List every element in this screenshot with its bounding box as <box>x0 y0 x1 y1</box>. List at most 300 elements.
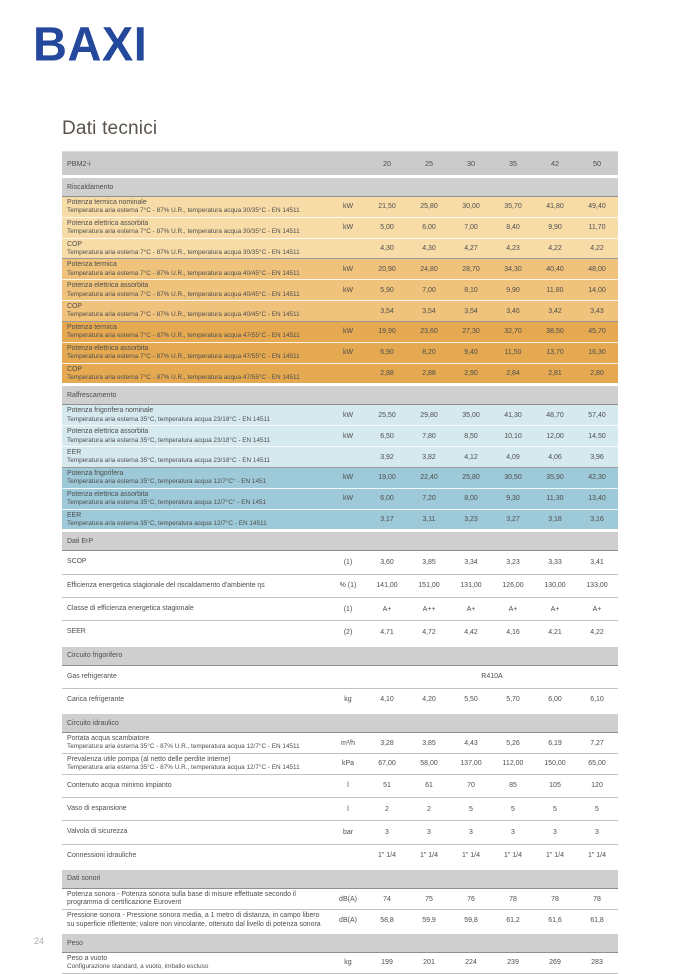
row-value: 8,50 <box>450 426 492 447</box>
row-value: 35,90 <box>534 467 576 488</box>
row-value: 239 <box>492 953 534 974</box>
row-value: 61,6 <box>534 910 576 933</box>
row-value: 133,00 <box>576 574 618 597</box>
row-value: 25,50 <box>366 405 408 426</box>
row-value: 40,40 <box>534 259 576 280</box>
table-row <box>62 753 618 774</box>
row-value: 4,09 <box>492 447 534 468</box>
row-value: 3,34 <box>450 551 492 574</box>
table-row <box>62 910 618 933</box>
row-value: 3,96 <box>576 447 618 468</box>
row-value: 9,30 <box>492 488 534 509</box>
row-label-main: Potenza elettrica assorbita <box>67 219 149 227</box>
row-value: 57,40 <box>576 405 618 426</box>
row-unit <box>330 665 366 688</box>
row-value: 3,54 <box>366 301 408 322</box>
table-row <box>62 280 618 301</box>
row-value: 7,00 <box>450 217 492 238</box>
section-header-row <box>62 385 618 405</box>
row-label-condition: Temperatura aria esterna 35°C, temperatura acqua 12/7°C° - EN 1451 <box>67 478 267 486</box>
row-value: 58,8 <box>366 910 408 933</box>
table-row <box>62 259 618 280</box>
row-value: 70 <box>450 774 492 797</box>
row-value: 4,30 <box>366 238 408 259</box>
row-value: 7,20 <box>408 488 450 509</box>
row-label-condition: Temperatura aria esterna 7°C - 87% U.R., temperatura acqua 47/55°C - EN 14511 <box>67 353 300 361</box>
row-value: 41,80 <box>534 197 576 218</box>
table-row <box>62 665 618 688</box>
row-label-condition: Temperatura aria esterna 35°C - 87% U.R., temperatura acqua 12/7°C - EN 14511 <box>67 743 300 751</box>
row-unit <box>330 301 366 322</box>
row-unit: (1) <box>330 597 366 620</box>
row-value: 6,90 <box>366 342 408 363</box>
row-value: 11,70 <box>576 217 618 238</box>
row-value: 3 <box>366 821 408 844</box>
row-unit: kW <box>330 280 366 301</box>
row-value: 5,90 <box>366 280 408 301</box>
row-value: 151,00 <box>408 574 450 597</box>
row-label <box>62 753 330 774</box>
row-label-main: EER <box>67 449 82 457</box>
row-value: 283 <box>576 953 618 974</box>
row-label-main: Gas refrigerante <box>67 672 117 680</box>
row-label-main: Valvola di sicurezza <box>67 828 128 836</box>
row-value: 130,00 <box>534 574 576 597</box>
row-value: 78 <box>534 888 576 910</box>
row-value: 1" 1/4 <box>576 844 618 868</box>
row-value: 7,80 <box>408 426 450 447</box>
row-label <box>62 467 330 488</box>
row-value: 4,16 <box>492 621 534 645</box>
row-unit <box>330 844 366 868</box>
row-label-main: Potenza elettrica assorbita <box>67 490 149 498</box>
row-value: 3,16 <box>576 509 618 531</box>
table-row <box>62 342 618 363</box>
row-value: 76 <box>450 888 492 910</box>
row-label <box>62 821 330 844</box>
row-value: 51 <box>366 774 408 797</box>
row-value: 3,23 <box>492 551 534 574</box>
row-label-main: COP <box>67 303 82 311</box>
row-value: 7,27 <box>576 733 618 754</box>
row-value: 4,42 <box>450 621 492 645</box>
row-value: 4,10 <box>366 688 408 712</box>
row-label <box>62 426 330 447</box>
row-span-value: R410A <box>366 665 618 688</box>
row-value: 141,00 <box>366 574 408 597</box>
row-value: 58,00 <box>408 753 450 774</box>
row-value: 1" 1/4 <box>492 844 534 868</box>
row-value: 8,40 <box>492 217 534 238</box>
row-label <box>62 342 330 363</box>
row-value: 4,22 <box>576 621 618 645</box>
row-value: 78 <box>492 888 534 910</box>
row-value: 2 <box>408 798 450 821</box>
table-row <box>62 197 618 218</box>
row-label <box>62 217 330 238</box>
row-label <box>62 488 330 509</box>
row-label <box>62 774 330 797</box>
row-value: 4,20 <box>408 688 450 712</box>
row-unit: l <box>330 774 366 797</box>
table-row <box>62 798 618 821</box>
section-title-cell: Dati ErP <box>62 531 618 551</box>
row-value: 3,43 <box>576 301 618 322</box>
table-row <box>62 621 618 645</box>
row-value: 3 <box>450 821 492 844</box>
row-label-condition: Temperatura aria esterna 35°C, temperatura acqua 23/18°C - EN 14511 <box>67 415 271 423</box>
row-value: 61 <box>408 774 450 797</box>
row-value: 3,23 <box>450 509 492 531</box>
row-label <box>62 798 330 821</box>
row-value: 3,42 <box>534 301 576 322</box>
row-label-main: Potenza frigorifera <box>67 469 124 477</box>
baxi-logo: BAXI <box>33 16 148 71</box>
row-value: 5,26 <box>492 733 534 754</box>
row-value: 75 <box>408 888 450 910</box>
section-title-cell: Peso <box>62 933 618 953</box>
row-label <box>62 280 330 301</box>
row-label <box>62 910 330 933</box>
row-label <box>62 197 330 218</box>
row-unit: kW <box>330 197 366 218</box>
row-value: 126,00 <box>492 574 534 597</box>
row-value: 4,21 <box>534 621 576 645</box>
row-value: 4,12 <box>450 447 492 468</box>
table-row <box>62 301 618 322</box>
row-value: 4,27 <box>450 238 492 259</box>
row-label <box>62 953 330 974</box>
row-value: 9,40 <box>450 342 492 363</box>
row-label-condition: Configurazione standard, a vuoto, imballo escluso <box>67 963 209 971</box>
row-value: 137,00 <box>450 753 492 774</box>
row-value: 105 <box>534 774 576 797</box>
row-unit: bar <box>330 821 366 844</box>
row-value: 9,90 <box>492 280 534 301</box>
column-header-cell: 35 <box>492 152 534 177</box>
row-value: 5,50 <box>450 688 492 712</box>
row-value: 4,22 <box>534 238 576 259</box>
table-row <box>62 217 618 238</box>
row-label-condition: Temperatura aria esterna 7°C - 87% U.R., temperatura acqua 47/55°C - EN 14511 <box>67 332 300 340</box>
row-value: 85 <box>492 774 534 797</box>
row-value: 59,9 <box>408 910 450 933</box>
row-label-condition: Temperatura aria esterna 35°C - 87% U.R., temperatura acqua 12/7°C - EN 14511 <box>67 764 300 772</box>
row-value: 67,00 <box>366 753 408 774</box>
row-unit: m³/h <box>330 733 366 754</box>
section-header-row <box>62 177 618 197</box>
row-label <box>62 665 330 688</box>
row-value: 30,50 <box>492 467 534 488</box>
row-unit: kW <box>330 426 366 447</box>
table-row <box>62 321 618 342</box>
row-value: 25,80 <box>450 467 492 488</box>
row-value: 3,41 <box>576 551 618 574</box>
row-value: 3,33 <box>534 551 576 574</box>
row-value: 4,43 <box>450 733 492 754</box>
row-value: 19,90 <box>366 321 408 342</box>
row-label-condition: Temperatura aria esterna 7°C - 87% U.R., temperatura acqua 40/45°C - EN 14511 <box>67 269 300 277</box>
row-value: 2,88 <box>366 363 408 385</box>
section-header-row <box>62 933 618 953</box>
row-unit: kW <box>330 405 366 426</box>
row-value: 12,00 <box>534 426 576 447</box>
row-label-main: Potenza frigorifera nominale <box>67 407 154 415</box>
table-row <box>62 821 618 844</box>
row-value: 131,00 <box>450 574 492 597</box>
row-value: 24,80 <box>408 259 450 280</box>
row-value: 3,92 <box>366 447 408 468</box>
row-unit: kW <box>330 342 366 363</box>
row-label-condition: Temperatura aria esterna 7°C - 87% U.R., temperatura acqua 30/35°C - EN 14511 <box>67 228 300 236</box>
row-value: 199 <box>366 953 408 974</box>
row-label-main: Efficienza energetica stagionale del riscaldamento d'ambiente ηs <box>67 581 265 589</box>
table-row <box>62 426 618 447</box>
row-label <box>62 888 330 910</box>
row-value: 11,50 <box>492 342 534 363</box>
row-value: 4,22 <box>576 238 618 259</box>
row-value: 48,70 <box>534 405 576 426</box>
table-row <box>62 467 618 488</box>
row-label-condition: Temperatura aria esterna 7°C - 87% U.R., temperatura acqua 47/55°C - EN 14511 <box>67 373 300 381</box>
row-value: 2,80 <box>576 363 618 385</box>
row-label-main: Classe di efficienza energetica stagionale <box>67 604 194 612</box>
section-header-row <box>62 713 618 733</box>
row-value: 2,84 <box>492 363 534 385</box>
table-row <box>62 363 618 385</box>
row-label <box>62 733 330 754</box>
section-title-cell: Dati sonori <box>62 868 618 888</box>
row-value: 11,80 <box>534 280 576 301</box>
row-label <box>62 597 330 620</box>
row-value: 3 <box>534 821 576 844</box>
column-header-cell: 25 <box>408 152 450 177</box>
row-label-main: Potenza termica nominale <box>67 199 147 206</box>
row-value: 14,50 <box>576 426 618 447</box>
row-label-main: Potenza sonora - Potenza sonora sulla base di misure effettuate secondo il programma di certificazione Eurovent <box>67 890 296 907</box>
row-value: 3,11 <box>408 509 450 531</box>
column-header-cell: 50 <box>576 152 618 177</box>
page-number: 24 <box>34 936 45 946</box>
row-value: 6,00 <box>366 488 408 509</box>
row-value: 35,70 <box>492 197 534 218</box>
table-row <box>62 888 618 910</box>
row-label-condition: Temperatura aria esterna 35°C, temperatura acqua 23/18°C - EN 14511 <box>67 436 271 444</box>
row-value: 13,70 <box>534 342 576 363</box>
row-unit: kW <box>330 467 366 488</box>
row-label-main: Pressione sonora - Pressione sonora media, a 1 metro di distanza, in campo libero su superficie riflettente; valore non vincolante, ottenuto dal livello di potenza sonora <box>67 912 321 928</box>
row-label-main: Vaso di espansione <box>67 805 127 813</box>
row-unit: (1) <box>330 551 366 574</box>
row-unit: kW <box>330 321 366 342</box>
row-value: 8,20 <box>408 342 450 363</box>
section-title-cell: Circuito frigorifero <box>62 645 618 665</box>
row-value: 5,00 <box>366 217 408 238</box>
row-value: 4,06 <box>534 447 576 468</box>
row-value: 45,70 <box>576 321 618 342</box>
row-value: 7,00 <box>408 280 450 301</box>
row-label-condition: Temperatura aria esterna 35°C, temperatura acqua 12/7°C° - EN 1451 <box>67 499 267 507</box>
table-row <box>62 405 618 426</box>
row-label-main: Connessioni idrauliche <box>67 851 137 859</box>
row-value: 1" 1/4 <box>408 844 450 868</box>
row-value: 5 <box>534 798 576 821</box>
row-value: 3,17 <box>366 509 408 531</box>
row-label <box>62 238 330 259</box>
row-label <box>62 621 330 645</box>
table-row <box>62 597 618 620</box>
row-value: 2 <box>366 798 408 821</box>
row-unit: dB(A) <box>330 888 366 910</box>
row-label-main: COP <box>67 240 82 248</box>
row-unit: dB(A) <box>330 910 366 933</box>
row-value: 35,00 <box>450 405 492 426</box>
row-value: 3,85 <box>408 551 450 574</box>
table-row <box>62 488 618 509</box>
section-header-row <box>62 868 618 888</box>
row-value: 1" 1/4 <box>366 844 408 868</box>
row-value: 49,40 <box>576 197 618 218</box>
row-value: 112,00 <box>492 753 534 774</box>
row-label-main: Peso a vuoto <box>67 955 108 963</box>
row-value: 8,00 <box>450 488 492 509</box>
section-title-cell: Raffrescamento <box>62 385 618 405</box>
column-header-cell: 42 <box>534 152 576 177</box>
page-title: Dati tecnici <box>62 118 158 139</box>
row-unit: l <box>330 798 366 821</box>
table-row <box>62 953 618 974</box>
table-row <box>62 574 618 597</box>
row-value: 3 <box>576 821 618 844</box>
row-value: 2,81 <box>534 363 576 385</box>
row-value: 3,28 <box>366 733 408 754</box>
row-value: 11,30 <box>534 488 576 509</box>
row-unit: kg <box>330 688 366 712</box>
row-value: 4,72 <box>408 621 450 645</box>
row-value: 3,54 <box>450 301 492 322</box>
row-value: 5 <box>492 798 534 821</box>
row-value: 3,18 <box>534 509 576 531</box>
row-value: 74 <box>366 888 408 910</box>
row-value: A+ <box>366 597 408 620</box>
section-header-row <box>62 645 618 665</box>
row-value: 2,88 <box>408 363 450 385</box>
row-value: 224 <box>450 953 492 974</box>
row-value: 1" 1/4 <box>534 844 576 868</box>
row-label <box>62 447 330 468</box>
section-header-row <box>62 531 618 551</box>
row-value: 27,30 <box>450 321 492 342</box>
row-label-main: Carica refrigerante <box>67 695 125 703</box>
row-value: 2,90 <box>450 363 492 385</box>
row-label-main: COP <box>67 365 82 373</box>
row-unit: kPa <box>330 753 366 774</box>
row-value: 150,00 <box>534 753 576 774</box>
table-row <box>62 733 618 754</box>
table-body <box>62 152 618 974</box>
row-label-main: SCOP <box>67 558 87 566</box>
row-label-main: Potenza elettrica assorbita <box>67 282 149 290</box>
row-unit <box>330 509 366 531</box>
section-title-cell: Riscaldamento <box>62 177 618 197</box>
table-row <box>62 238 618 259</box>
row-label <box>62 321 330 342</box>
row-label-condition: Temperatura aria esterna 7°C - 87% U.R., temperatura acqua 30/35°C - EN 14511 <box>67 248 300 256</box>
row-value: 16,30 <box>576 342 618 363</box>
row-value: 201 <box>408 953 450 974</box>
row-label-condition: Temperatura aria esterna 7°C - 87% U.R., temperatura acqua 40/45°C - EN 14511 <box>67 290 300 298</box>
row-label <box>62 363 330 385</box>
row-value: A+ <box>450 597 492 620</box>
row-unit: kW <box>330 217 366 238</box>
row-label <box>62 301 330 322</box>
row-value: 120 <box>576 774 618 797</box>
row-unit: (2) <box>330 621 366 645</box>
row-unit: kW <box>330 488 366 509</box>
row-value: 5,70 <box>492 688 534 712</box>
row-label-main: Potenza elettrica assorbita <box>67 344 149 352</box>
row-value: 65,00 <box>576 753 618 774</box>
unit-header-cell <box>330 152 366 177</box>
row-value: 20,90 <box>366 259 408 280</box>
row-label-condition: Temperatura aria esterna 35°C, temperatura acqua 12/7°C - EN 14511 <box>67 519 267 527</box>
table-row <box>62 844 618 868</box>
row-value: 28,70 <box>450 259 492 280</box>
row-value: A++ <box>408 597 450 620</box>
row-value: 61,2 <box>492 910 534 933</box>
row-value: 14,00 <box>576 280 618 301</box>
row-value: A+ <box>492 597 534 620</box>
row-value: 4,30 <box>408 238 450 259</box>
row-unit: kg <box>330 953 366 974</box>
row-label <box>62 688 330 712</box>
row-value: 5 <box>450 798 492 821</box>
column-header-cell: 20 <box>366 152 408 177</box>
row-value: 19,00 <box>366 467 408 488</box>
row-value: 41,30 <box>492 405 534 426</box>
row-value: 3,54 <box>408 301 450 322</box>
table-row <box>62 447 618 468</box>
row-value: 21,50 <box>366 197 408 218</box>
column-header-cell: 30 <box>450 152 492 177</box>
row-value: 32,70 <box>492 321 534 342</box>
row-label-main: EER <box>67 511 82 519</box>
row-value: 30,00 <box>450 197 492 218</box>
row-value: 3,46 <box>492 301 534 322</box>
row-value: 23,60 <box>408 321 450 342</box>
row-label-main: SEER <box>67 628 86 636</box>
row-label-condition: Temperatura aria esterna 7°C - 87% U.R., temperatura acqua 40/45°C - EN 14511 <box>67 311 300 319</box>
row-value: A+ <box>534 597 576 620</box>
row-label-main: Potenza elettrica assorbita <box>67 428 149 436</box>
row-value: 3,60 <box>366 551 408 574</box>
row-unit <box>330 447 366 468</box>
row-value: 6,00 <box>534 688 576 712</box>
row-value: 61,8 <box>576 910 618 933</box>
row-value: 6,50 <box>366 426 408 447</box>
model-name-cell: PBM2-i <box>62 152 330 177</box>
row-value: 48,00 <box>576 259 618 280</box>
table-row <box>62 688 618 712</box>
row-value: 25,80 <box>408 197 450 218</box>
row-label-main: Potenza termica <box>67 323 117 331</box>
row-label <box>62 574 330 597</box>
row-label-condition: Temperatura aria esterna 35°C, temperatura acqua 23/18°C - EN 14511 <box>67 457 271 465</box>
row-value: 34,30 <box>492 259 534 280</box>
table-row <box>62 551 618 574</box>
row-label <box>62 259 330 280</box>
row-value: 269 <box>534 953 576 974</box>
